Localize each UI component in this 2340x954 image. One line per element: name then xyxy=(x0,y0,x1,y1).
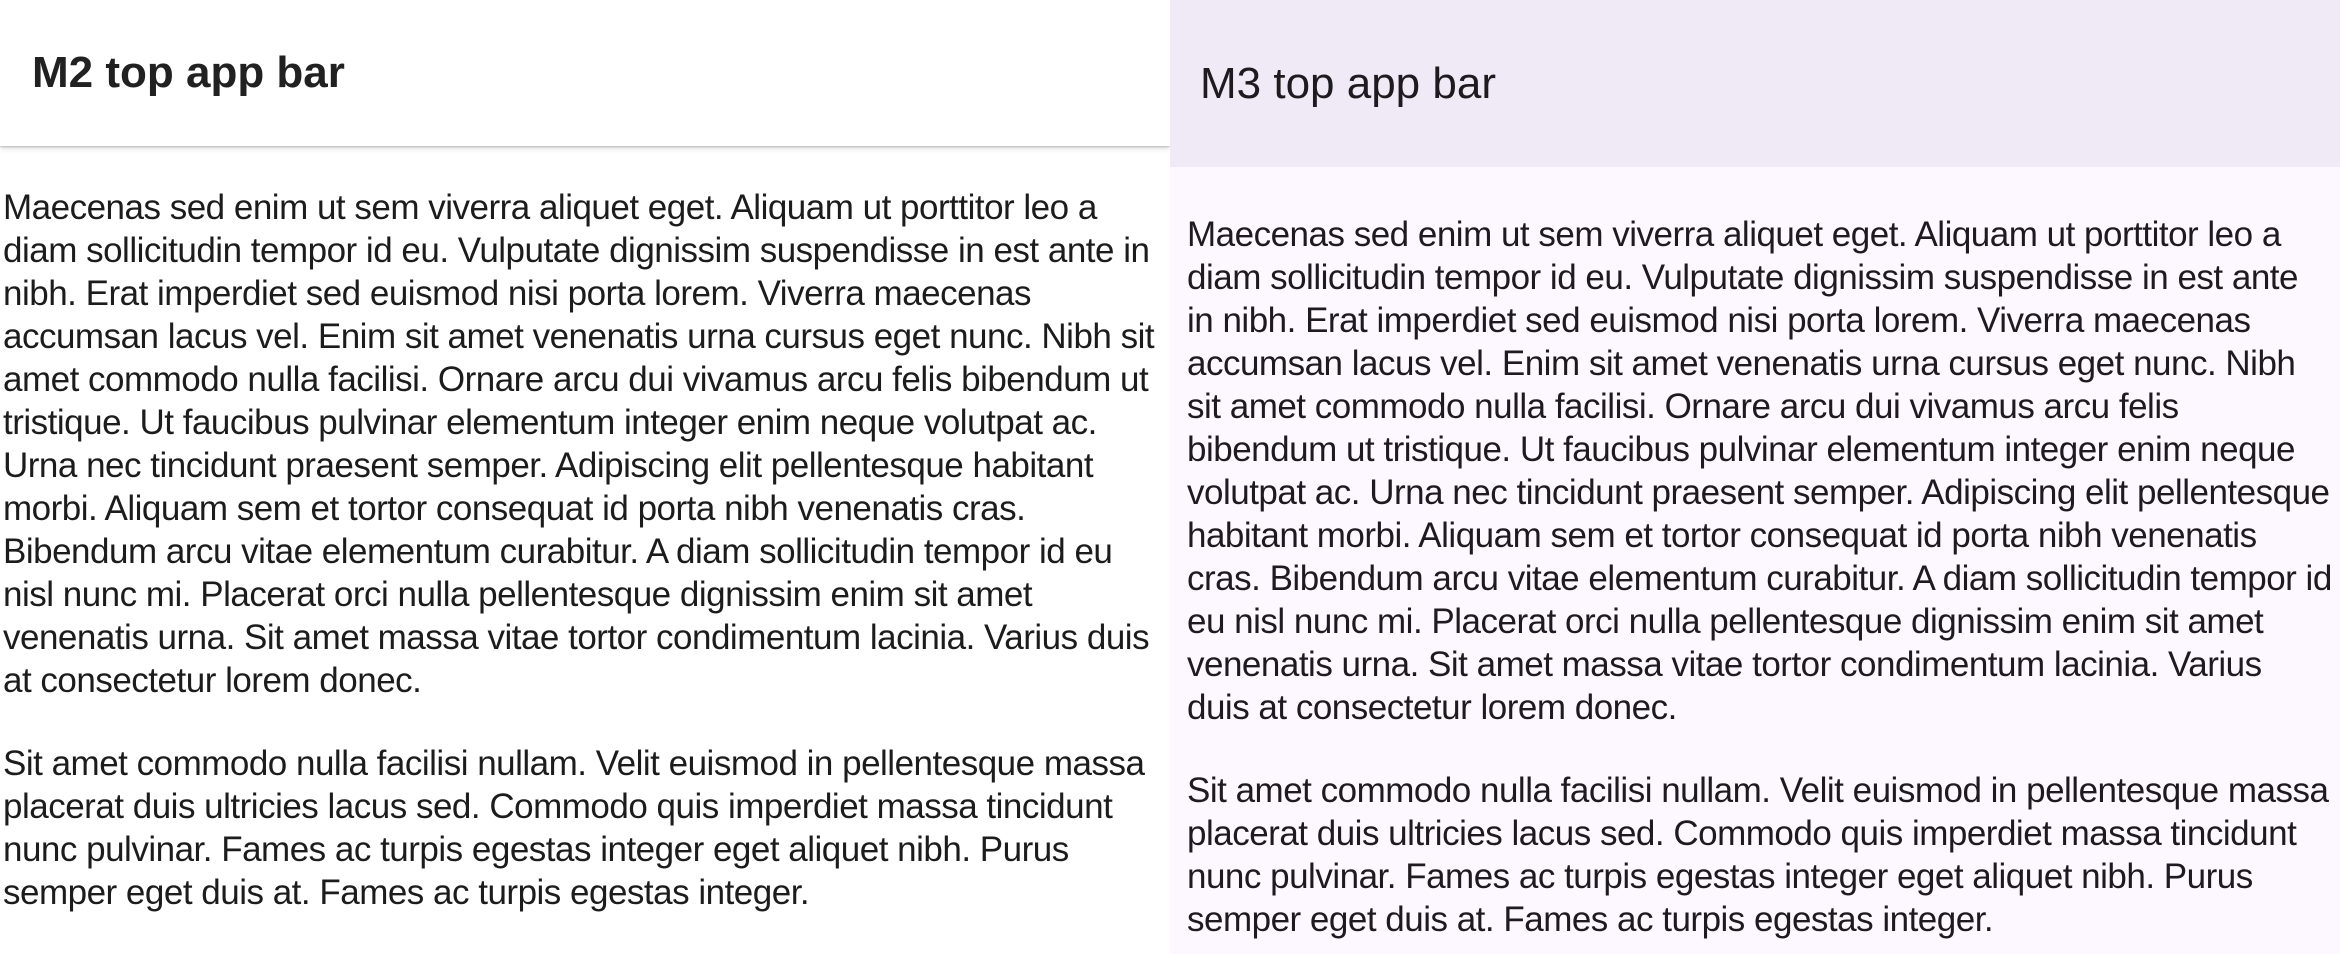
body-paragraph-2: Sit amet commodo nulla facilisi nullam. Velit euismod in pellentesque massa placerat duis ultricies lacus sed. Commodo quis imperdiet massa tincidunt nunc pulvinar. Fames ac turpis egestas integer eget aliquet nibh. Purus semper eget duis at. Fames ac turpis egestas integer. xyxy=(3,744,1145,912)
m3-body-scroll-area[interactable] xyxy=(1170,167,2340,954)
body-paragraph-1: Maecenas sed enim ut sem viverra aliquet eget. Aliquam ut porttitor leo a diam sollicitudin tempor id eu. Vulputate dignissim suspendisse in est ante in nibh. Erat imperdiet sed euismod nisi porta lorem. Viverra maecenas accumsan lacus vel. Enim sit amet venenatis urna cursus eget nunc. Nibh sit amet commodo nulla facilisi. Ornare arcu dui vivamus arcu felis bibendum ut tristique. Ut faucibus pulvinar elementum integer enim neque volutpat ac. Urna nec tincidunt praesent semper. Adipiscing elit pellentesque habitant morbi. Aliquam sem et tortor consequat id porta nibh venenatis cras. Bibendum arcu vitae elementum curabitur. A diam sollicitudin tempor id eu nisl nunc mi. Placerat orci nulla pellentesque dignissim enim sit amet venenatis urna. Sit amet massa vitae tortor condimentum lacinia. Varius duis at consectetur lorem donec. xyxy=(1187,215,2332,727)
m3-pane xyxy=(1170,0,2340,954)
body-paragraph-1: Maecenas sed enim ut sem viverra aliquet eget. Aliquam ut porttitor leo a diam sollicitudin tempor id eu. Vulputate dignissim suspendisse in est ante in nibh. Erat imperdiet sed euismod nisi porta lorem. Viverra maecenas accumsan lacus vel. Enim sit amet venenatis urna cursus eget nunc. Nibh sit amet commodo nulla facilisi. Ornare arcu dui vivamus arcu felis bibendum ut tristique. Ut faucibus pulvinar elementum integer enim neque volutpat ac. Urna nec tincidunt praesent semper. Adipiscing elit pellentesque habitant morbi. Aliquam sem et tortor consequat id porta nibh venenatis cras. Bibendum arcu vitae elementum curabitur. A diam sollicitudin tempor id eu nisl nunc mi. Placerat orci nulla pellentesque dignissim enim sit amet venenatis urna. Sit amet massa vitae tortor condimentum lacinia. Varius duis at consectetur lorem donec. xyxy=(3,188,1155,700)
m2-body-scroll-area[interactable] xyxy=(0,146,1170,954)
m2-top-app-bar xyxy=(0,0,1170,146)
m3-top-app-bar xyxy=(1170,0,2340,167)
body-paragraph-2: Sit amet commodo nulla facilisi nullam. Velit euismod in pellentesque massa placerat duis ultricies lacus sed. Commodo quis imperdiet massa tincidunt nunc pulvinar. Fames ac turpis egestas integer eget aliquet nibh. Purus semper eget duis at. Fames ac turpis egestas integer. xyxy=(1187,771,2329,939)
m2-app-bar-title: M2 top app bar xyxy=(32,48,345,97)
m3-app-bar-title: M3 top app bar xyxy=(1200,58,1496,108)
